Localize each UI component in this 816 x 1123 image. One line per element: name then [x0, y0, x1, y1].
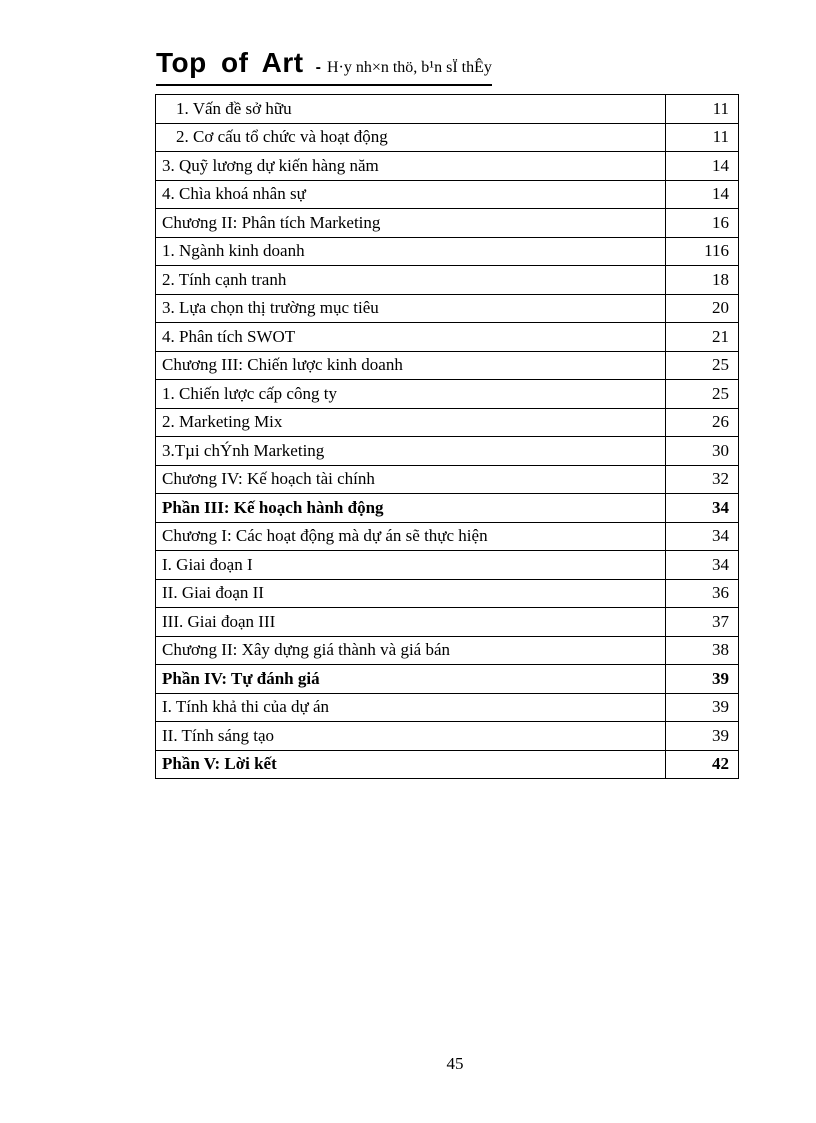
- header-brand: Top of Art: [156, 47, 304, 78]
- toc-entry-title: 3. Quỹ lương dự kiến hàng năm: [156, 152, 666, 181]
- toc-entry-title: Phần IV: Tự đánh giá: [156, 665, 666, 694]
- toc-entry-title: 2. Marketing Mix: [156, 408, 666, 437]
- toc-entry-title: Chương II: Xây dựng giá thành và giá bán: [156, 636, 666, 665]
- toc-row: [156, 665, 739, 694]
- toc-entry-page: 14: [666, 152, 739, 181]
- toc-entry-page: 36: [666, 579, 739, 608]
- header-underline: [156, 48, 492, 86]
- toc-entry-title: Chương IV: Kế hoạch tài chính: [156, 465, 666, 494]
- toc-entry-title: 3.Tµi chÝnh Marketing: [156, 437, 666, 466]
- toc-entry-page: 21: [666, 323, 739, 352]
- toc-entry-title: I. Giai đoạn I: [156, 551, 666, 580]
- toc-entry-page: 34: [666, 494, 739, 523]
- toc-row: [156, 209, 739, 238]
- toc-row: [156, 123, 739, 152]
- toc-row: [156, 579, 739, 608]
- toc-row: [156, 636, 739, 665]
- toc-row: [156, 294, 739, 323]
- toc-entry-page: 11: [666, 123, 739, 152]
- toc-row: [156, 437, 739, 466]
- toc-row: [156, 237, 739, 266]
- page-header: [156, 48, 756, 88]
- page-number: 45: [446, 1054, 464, 1073]
- toc-entry-page: 39: [666, 693, 739, 722]
- toc-entry-page: 116: [666, 237, 739, 266]
- toc-row: [156, 522, 739, 551]
- toc-row: [156, 152, 739, 181]
- toc-entry-page: 25: [666, 351, 739, 380]
- toc-entry-page: 14: [666, 180, 739, 209]
- toc-entry-page: 20: [666, 294, 739, 323]
- toc-entry-page: 34: [666, 551, 739, 580]
- toc-entry-page: 26: [666, 408, 739, 437]
- header-dash: -: [315, 59, 321, 76]
- toc-entry-title: 3. Lựa chọn thị trường mục tiêu: [156, 294, 666, 323]
- toc-entry-title: 2. Cơ cấu tổ chức và hoạt động: [156, 123, 666, 152]
- toc-row: [156, 95, 739, 124]
- toc-row: [156, 750, 739, 779]
- toc-entry-title: 1. Ngành kinh doanh: [156, 237, 666, 266]
- toc-entry-page: 18: [666, 266, 739, 295]
- toc-entry-page: 38: [666, 636, 739, 665]
- toc-entry-page: 39: [666, 665, 739, 694]
- toc-entry-title: Chương II: Phân tích Marketing: [156, 209, 666, 238]
- toc-row: [156, 266, 739, 295]
- toc-entry-title: Phần V: Lời kết: [156, 750, 666, 779]
- toc-entry-page: 11: [666, 95, 739, 124]
- toc-entry-title: 1. Vấn đề sở hữu: [156, 95, 666, 124]
- toc-entry-title: Chương III: Chiến lược kinh doanh: [156, 351, 666, 380]
- table-of-contents: [155, 94, 739, 779]
- toc-entry-page: 32: [666, 465, 739, 494]
- toc-entry-title: 2. Tính cạnh tranh: [156, 266, 666, 295]
- toc-row: [156, 608, 739, 637]
- toc-row: [156, 693, 739, 722]
- toc-entry-page: 25: [666, 380, 739, 409]
- toc-entry-title: I. Tính khả thi của dự án: [156, 693, 666, 722]
- toc-entry-title: Phần III: Kế hoạch hành động: [156, 494, 666, 523]
- toc-entry-title: II. Giai đoạn II: [156, 579, 666, 608]
- toc-row: [156, 351, 739, 380]
- toc-row: [156, 465, 739, 494]
- toc-entry-page: 39: [666, 722, 739, 751]
- toc-entry-page: 16: [666, 209, 739, 238]
- toc-entry-page: 42: [666, 750, 739, 779]
- toc-entry-title: III. Giai đoạn III: [156, 608, 666, 637]
- toc-body: [156, 95, 739, 779]
- header-slogan: H·y nh×n thö, b¹n sÏ thÊy: [326, 59, 492, 76]
- toc-row: [156, 180, 739, 209]
- toc-entry-page: 34: [666, 522, 739, 551]
- toc-row: [156, 408, 739, 437]
- toc-row: [156, 551, 739, 580]
- toc-entry-page: 30: [666, 437, 739, 466]
- toc-row: [156, 380, 739, 409]
- toc-entry-title: 4. Phân tích SWOT: [156, 323, 666, 352]
- toc-entry-title: 1. Chiến lược cấp công ty: [156, 380, 666, 409]
- toc-entry-title: Chương I: Các hoạt động mà dự án sẽ thực hiện: [156, 522, 666, 551]
- toc-entry-page: 37: [666, 608, 739, 637]
- toc-entry-title: 4. Chìa khoá nhân sự: [156, 180, 666, 209]
- toc-row: [156, 323, 739, 352]
- toc-entry-title: II. Tính sáng tạo: [156, 722, 666, 751]
- toc-row: [156, 494, 739, 523]
- toc-row: [156, 722, 739, 751]
